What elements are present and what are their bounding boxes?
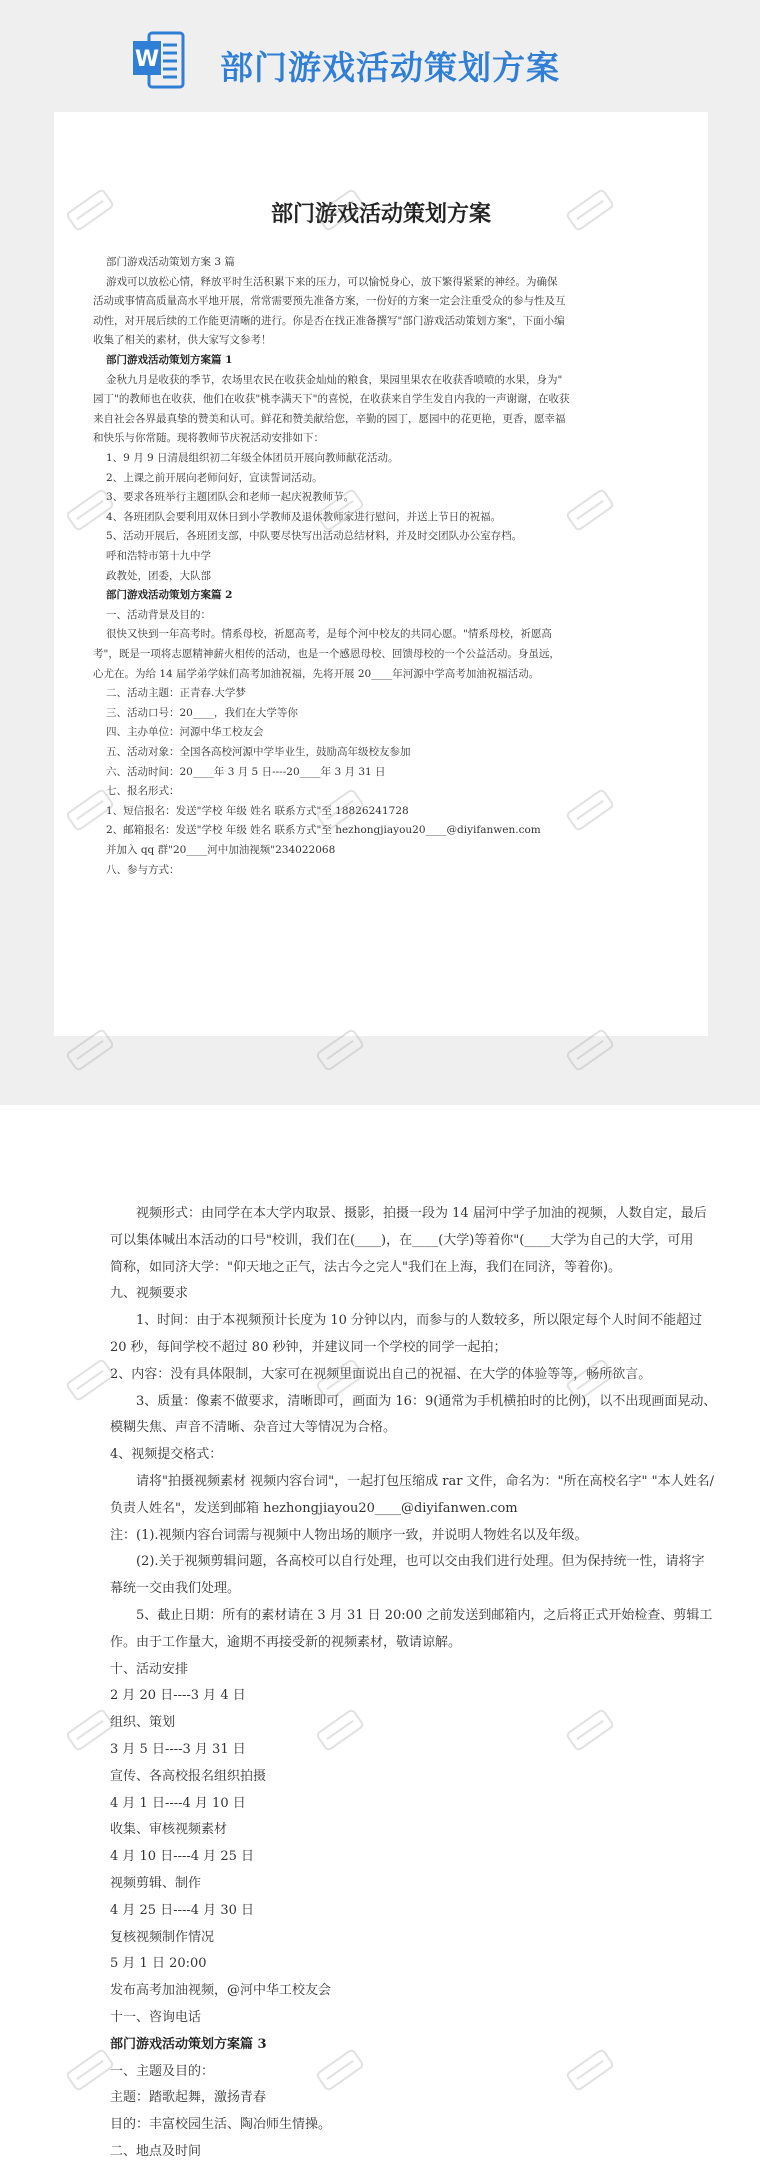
paragraph-line: 2、邮箱报名：发送"学校 年级 姓名 联系方式"至 hezhongjiayou20____@diyifanwen.com: [106, 824, 541, 837]
paragraph-line: 三、活动口号：20____，我们在大学等你: [106, 706, 298, 719]
paragraph-line: 2、内容：没有具体限制，大家可在视频里面说出自己的祝福、在大学的体验等等，畅所欲言。: [110, 1366, 652, 1382]
paragraph-line: 组织、策划: [110, 1715, 176, 1731]
document-title: 部门游戏活动策划方案: [270, 201, 491, 227]
paragraph-line: 视频剪辑、制作: [110, 1876, 202, 1891]
section-heading: 部门游戏活动策划方案篇 3: [110, 2036, 267, 2052]
paragraph-line: 3 月 5 日----3 月 31 日: [110, 1742, 246, 1757]
paragraph-line: 2 月 20 日----3 月 4 日: [110, 1688, 246, 1704]
watermark-mark: [60, 780, 120, 840]
paragraph-line: 金秋九月是收获的季节，农场里农民在收获金灿灿的粮食，果园里果农在收获香喷喷的水果，身为": [106, 373, 563, 386]
header-title: 部门游戏活动策划方案: [220, 48, 560, 87]
paragraph-line: 1、9 月 9 日清晨组织初二年级全体团员开展向教师献花活动。: [106, 452, 399, 464]
paragraph-line: 宣传、各高校报名组织拍摄: [110, 1768, 267, 1784]
watermark-mark: [60, 1700, 120, 1760]
watermark-mark: [560, 2040, 620, 2100]
paragraph-line: 五、活动对象：全国各高校河源中学毕业生，鼓励高年级校友参加: [106, 746, 411, 758]
paragraph-line: 简称，如同济大学："仰天地之正气，法古今之完人"我们在上海，我们在同济，等着你)。: [110, 1259, 622, 1275]
watermark-mark: [560, 180, 620, 240]
paragraph-line: 5 月 1 日 20:00: [110, 1956, 207, 1972]
paragraph-line: 3、质量：像素不做要求，清晰即可，画面为 16：9(通常为手机横拍时的比例)，以不出现画面晃动、: [136, 1393, 717, 1409]
paragraph-line: 来自社会各界最真挚的赞美和认可。鲜花和赞美献给您，辛勤的园丁，愿园中的花更艳，更香，愿幸福: [93, 412, 566, 425]
watermark-mark: [560, 1350, 620, 1410]
paragraph-line: 主题：踏歌起舞，激扬青春: [110, 2090, 267, 2106]
watermark-mark: [310, 180, 370, 240]
section-heading: 部门游戏活动策划方案篇 2: [106, 589, 233, 602]
paragraph-line: 游戏可以放松心情，释放平时生活积累下来的压力，可以愉悦身心，放下繁得紧紧的神经。为确保: [106, 275, 558, 288]
paragraph-line: 很快又快到一年高考时。情系母校，祈愿高考，是每个河中校友的共同心愿。"情系母校，祈愿高: [106, 628, 552, 641]
paragraph-line: 呼和浩特市第十九中学: [106, 550, 211, 562]
paragraph-line: 4 月 10 日----4 月 25 日: [110, 1849, 254, 1865]
paragraph-line: 二、活动主题：正青春.大学梦: [106, 687, 246, 700]
paragraph-line: 收集、审核视频素材: [110, 1822, 228, 1838]
paragraph-line: 九、视频要求: [110, 1286, 189, 1302]
paragraph-line: 4 月 25 日----4 月 30 日: [110, 1902, 254, 1918]
paragraph-line: 十一、咨询电话: [110, 2010, 202, 2025]
section-heading: 部门游戏活动策划方案篇 1: [106, 354, 233, 366]
watermark-mark: [60, 180, 120, 240]
paragraph-line: 园丁"的教师也在收获，他们在收获"桃李满天下"的喜悦，在收获来自学生发自内我的一声谢谢，在收获: [93, 393, 570, 406]
watermark-mark: [560, 1700, 620, 1760]
paragraph-line: 复核视频制作情况: [110, 1929, 215, 1945]
watermark-mark: [560, 1020, 620, 1080]
paragraph-line: 20 秒，每间学校不超过 80 秒钟，并建议同一个学校的同学一起拍；: [110, 1340, 507, 1355]
svg-text:W: W: [134, 47, 160, 72]
header-banner: [0, 0, 760, 112]
watermark-mark: [60, 1020, 120, 1080]
document-page-1: [54, 112, 708, 1036]
paragraph-line: 七、报名形式：: [106, 785, 180, 798]
paragraph-line: 六、活动时间：20____年 3 月 5 日----20____年 3 月 31 日: [106, 765, 386, 778]
paragraph-line: 一、主题及目的：: [110, 2063, 215, 2079]
watermark-mark: [560, 480, 620, 540]
paragraph-line: 视频形式：由同学在本大学内取景、摄影，拍摄一段为 14 届河中学子加油的视频，人数自定，最后: [136, 1206, 707, 1221]
paragraph-line: (2).关于视频剪辑问题，各高校可以自行处理，也可以交由我们进行处理。但为保持统一性，请将字: [136, 1554, 705, 1570]
paragraph-line: 八、参与方式：: [106, 863, 180, 876]
paragraph-line: 作。由于工作量大，逾期不再接受新的视频素材，敬请谅解。: [110, 1634, 462, 1650]
paragraph-line: 部门游戏活动策划方案 3 篇: [106, 256, 235, 268]
paragraph-line: 1、时间：由于本视频预计长度为 10 分钟以内，而参与的人数较多，所以限定每个人时间不能超过: [136, 1313, 703, 1329]
watermark-mark: [60, 480, 120, 540]
word-document-icon: [133, 31, 185, 89]
watermark-mark: [310, 480, 370, 540]
paragraph-line: 3、要求各班举行主题团队会和老师一起庆祝教师节。: [106, 491, 355, 504]
paragraph-line: 和快乐与你常随。现将教师节庆祝活动安排如下：: [93, 432, 324, 445]
paragraph-line: 负责人姓名"，发送到邮箱 hezhongjiayou20____@diyifanwen.com: [110, 1500, 518, 1516]
paragraph-line: 目的：丰富校园生活、陶冶师生情操。: [110, 2117, 332, 2133]
paragraph-line: 活动或事情高质量高水平地开展，常常需要预先准备方案，一份好的方案一定会注重受众的参与性及互: [93, 295, 566, 308]
paragraph-line: 请将"拍摄视频素材 视频内容台词"，一起打包压缩成 rar 文件，命名为："所在高校名字" "本人姓名/: [136, 1474, 714, 1489]
watermark-mark: [310, 780, 370, 840]
watermark-mark: [310, 1700, 370, 1760]
paragraph-line: 模糊失焦、声音不清晰、杂音过大等情况为合格。: [110, 1420, 397, 1436]
paragraph-line: 考"，既是一项将志愿精神薪火相传的活动，也是一个感恩母校、回馈母校的一个公益活动。身虽远，: [93, 648, 560, 660]
paragraph-line: 1、短信报名：发送"学校 年级 姓名 联系方式"至 18826241728: [106, 804, 409, 817]
paragraph-line: 注：(1).视频内容台词需与视频中人物出场的顺序一致，并说明人物姓名以及年级。: [110, 1527, 588, 1543]
paragraph-line: 2、上课之前开展向老师问好，宣读誓词活动。: [106, 471, 323, 484]
paragraph-line: 发布高考加油视频，@河中华工校友会: [110, 1983, 332, 1999]
paragraph-line: 四、主办单位：河源中华工校友会: [106, 726, 264, 739]
paragraph-line: 可以集体喊出本活动的口号"校训，我们在(____)，在____(大学)等着你"(____大学为自己的大学，可用: [110, 1232, 694, 1248]
paragraph-line: 4 月 1 日----4 月 10 日: [110, 1795, 246, 1811]
paragraph-line: 动性，对开展后续的工作能更清晰的进行。你是否在找正准备撰写"部门游戏活动策划方案"，下面小编: [93, 314, 565, 327]
paragraph-line: 心尤在。为给 14 届学弟学妹们高考加油祝福，先将开展 20____年河源中学高考加油祝福活动。: [93, 667, 540, 680]
paragraph-line: 5、活动开展后，各班团支部，中队要尽快写出活动总结材料，并及时交团队办公室存档。: [106, 530, 523, 543]
watermark-mark: [60, 1350, 120, 1410]
paragraph-line: 十、活动安排: [110, 1661, 189, 1677]
document-page-2: [0, 1105, 760, 2178]
paragraph-line: 并加入 qq 群"20____河中加油视频"234022068: [106, 844, 336, 856]
paragraph-line: 收集了相关的素材，供大家写文参考！: [93, 334, 272, 347]
paragraph-line: 5、截止日期：所有的素材请在 3 月 31 日 20:00 之前发送到邮箱内，之后将正式开始检查、剪辑工: [136, 1608, 713, 1623]
paragraph-line: 4、视频提交格式：: [110, 1447, 223, 1463]
watermark-mark: [60, 2040, 120, 2100]
paragraph-line: 政教处，团委，大队部: [106, 569, 211, 582]
watermark-mark: [560, 780, 620, 840]
paragraph-line: 二、地点及时间: [110, 2144, 202, 2159]
watermark-mark: [310, 1020, 370, 1080]
paragraph-line: 一、活动背景及目的：: [106, 608, 211, 621]
paragraph-line: 4、各班团队会要利用双休日到小学教师及退休教师家进行慰问，并送上节日的祝福。: [106, 510, 502, 523]
watermark-mark: [310, 2040, 370, 2100]
paragraph-line: 幕统一交由我们处理。: [110, 1581, 241, 1597]
watermark-mark: [310, 1350, 370, 1410]
